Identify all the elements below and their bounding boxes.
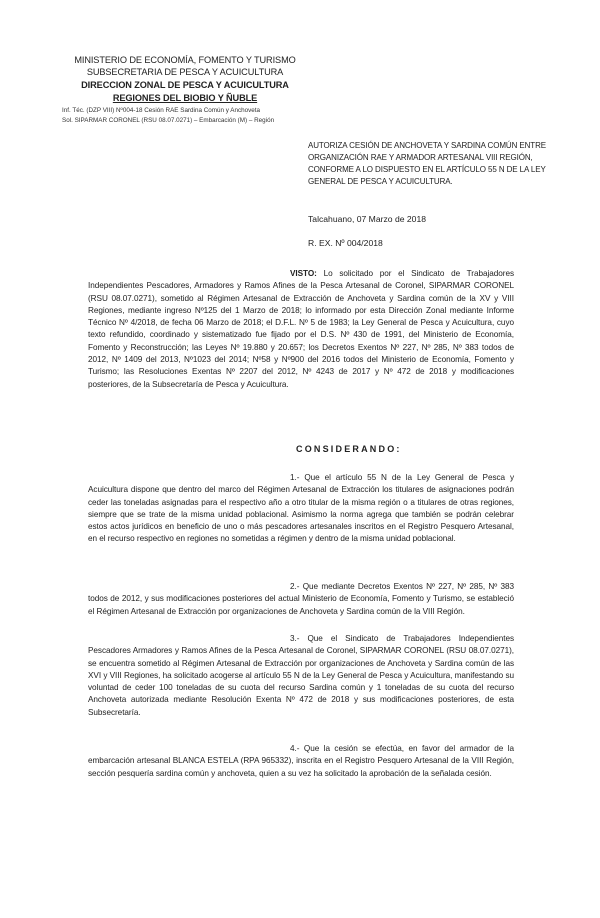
document-title: AUTORIZA CESIÓN DE ANCHOVETA Y SARDINA COMÚN ENTRE ORGANIZACIÓN RAE Y ARMADOR ARTESANAL VIII REGIÓN, CONFORME A LO DISPUESTO EN EL ARTÍCULO 55 N DE LA LEY GENERAL DE PESCA Y ACUICULTURA. <box>308 141 547 186</box>
considerando-1 <box>88 472 514 546</box>
considerando-heading: CONSIDERANDO: <box>296 444 402 454</box>
ministry-name: MINISTERIO DE ECONOMÍA, FOMENTO Y TURISMO <box>74 55 296 65</box>
reference-line-2: Sol. SIPARMAR CORONEL (RSU 08.07.0271) – Embarcación (M) – Región <box>62 117 275 124</box>
resolution-number: R. EX. Nº 004/2018 <box>308 238 383 248</box>
considerando-3 <box>88 633 514 719</box>
considerando-2 <box>88 581 514 618</box>
direccion-zonal-name: DIRECCION ZONAL DE PESCA Y ACUICULTURA <box>81 80 289 90</box>
visto-paragraph <box>88 268 514 391</box>
considerando-2-text: 2.- Que mediante Decretos Exentos Nº 227, Nº 285, Nº 383 todos de 2012, y sus modificaciones posteriores del actual Ministerio de Economía, Fomento y Turismo, se estableció el Régimen Artesanal de Extracción por organizaciones de Anchoveta y Sardina común de la VIII Región. <box>88 582 514 616</box>
considerando-4-text: 4.- Que la cesión se efectúa, en favor del armador de la embarcación artesanal BLANCA ESTELA (RPA 965332), inscrita en el Registro Pesquero Artesanal de la VIII Región, sección pesquería sardina común y anchoveta, quien a su vez ha solicitado la aprobación de la señalada cesión. <box>88 744 514 778</box>
visto-label: VISTO: <box>290 269 317 278</box>
subsecretaria-name: SUBSECRETARIA DE PESCA Y ACUICULTURA <box>86 67 284 77</box>
visto-text: Lo solicitado por el Sindicato de Trabajadores Independientes Pescadores, Armadores y Ramos Afines de la Pesca Artesanal de Coronel, SIPARMAR CORONEL (RSU 08.07.0271), sometido al Régimen Artesanal de Extracción de Anchoveta y Sardina común de la XV y VIII Regiones, mediante ingreso Nº125 del 1 Marzo de 2018; lo informado por esta Dirección Zonal mediante Informe Técnico Nº 4/2018, de fecha 06 Marzo de 2018; el D.F.L. Nº 5 de 1983; la Ley General de Pesca y Acuicultura, cuyo texto refundido, coordinado y sistematizado fue fijado por el D.S. Nº 430 de 1991, del Ministerio de Economía, Fomento y Reconstrucción; las Leyes Nº 19.880 y 20.657; los Decretos Exentos Nº 227, Nº 285, Nº 383 todos de 2012, Nº 1409 del 2013, Nº1023 del 2014; Nº58 y Nº900 del 2016 todos del Ministerio de Economía, Fomento y Turismo; las Resoluciones Exentas Nº 2207 del 2012, Nº 4243 de 2017 y Nº 472 de 2018 y modificaciones posteriores, de la Subsecretaría de Pesca y Acuicultura. <box>88 269 514 389</box>
place-date: Talcahuano, 07 Marzo de 2018 <box>308 214 427 224</box>
considerando-4 <box>88 743 514 780</box>
considerando-3-text: 3.- Que el Sindicato de Trabajadores Independientes Pescadores Armadores y Ramos Afines de la Pesca Artesanal de Coronel, SIPARMAR CORONEL (RSU 08.07.0271), se encuentra sometido al Régimen Artesanal de Extracción por organizaciones de Anchoveta y Sardina común de las XVI y VIII Regiones, ha solicitado acogerse al artículo 55 N de la Ley General de Pesca y Acuicultura, manifestando su voluntad de ceder 100 toneladas de su cuota del recurso Sardina común y 1 toneladas de su cuota del recurso Anchoveta autorizada mediante Resolución Exenta Nº 472 de 2018 y sus modificaciones posteriores, de esta Subsecretaría. <box>88 634 514 717</box>
considerando-1-text: 1.- Que el artículo 55 N de la Ley General de Pesca y Acuicultura dispone que dentro del marco del Régimen Artesanal de Extracción los titulares de asignaciones podrán ceder las toneladas asignadas para el respectivo año a otro titular de la misma región o a titulares de otras regiones, siempre que se trate de la misma unidad poblacional. Asimismo la norma agrega que también se podrán celebrar estos actos jurídicos en beneficio de uno o más pescadores artesanales inscritos en el Registro Pesquero Artesanal, en el recurso respectivo en regiones no sometidas a régimen y dentro de la misma unidad poblacional. <box>88 473 514 544</box>
reference-line-1: Inf. Téc. (DZP VIII) Nº004-18 Cesión RAE Sardina Común y Anchoveta <box>62 107 261 114</box>
regions-name: REGIONES DEL BIOBIO Y ÑUBLE <box>112 93 258 103</box>
